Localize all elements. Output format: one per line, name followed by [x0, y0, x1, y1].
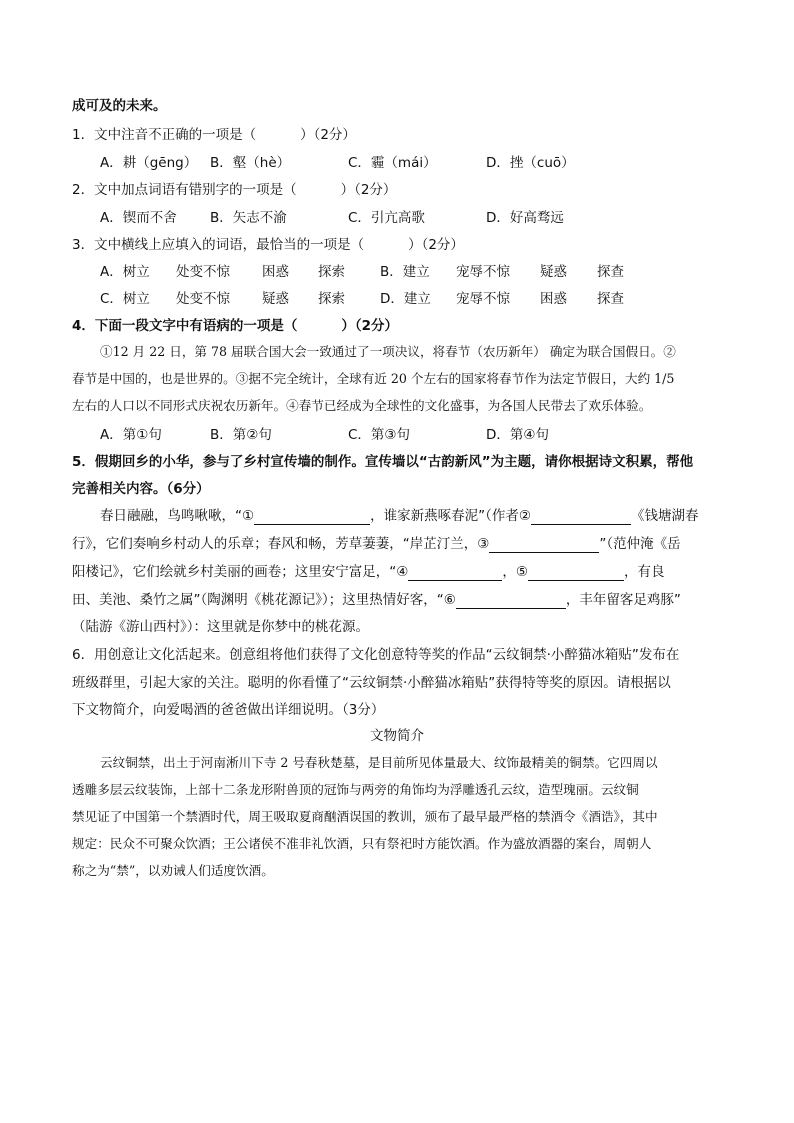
question-3 [72, 233, 464, 253]
blank-5-input[interactable] [528, 564, 624, 581]
q5-text: 春日融融，鸟鸣啾啾，“① [100, 508, 255, 524]
question-2 [72, 178, 396, 198]
artifact-intro-line-2: 透雕多层云纹装饰，上部十二条龙形附兽顶的冠饰与两旁的角饰均为浮雕透孔云纹，造型瑰丽。云纹铜 [72, 782, 639, 797]
q4-passage-line-2: 春节是中国的，也是世界的。③据不完全统计，全球有近 20 个左右的国家将春节作为法定节假日，大约 1/5 [72, 371, 675, 386]
q5-fill-line-3 [72, 560, 664, 581]
q3-option-a-word2: 处变不惊 [176, 264, 230, 280]
q5-fill-line-5: （陆游《游山西村》）：这里就是你梦中的桃花源。 [72, 619, 369, 635]
q5-text: 田、美池、桑竹之属”（陶渊明《桃花源记》）；这里热情好客，“⑥ [72, 592, 456, 608]
question-1 [72, 123, 356, 143]
q3-option-c-word3: 疑惑 [262, 291, 289, 307]
q4-option-b: B．第②句 [210, 427, 272, 443]
question-5-stem-line-1: 5．假期回乡的小华，参与了乡村宣传墙的制作。宣传墙以“古韵新风”为主题，请你根据诗文积累，帮他 [72, 454, 694, 470]
q3-option-a: A．树立 [100, 264, 150, 280]
q2-option-a: A．锲而不舍 [100, 210, 177, 226]
q5-text: ，⑤ [502, 564, 528, 580]
blank-2-input[interactable] [531, 508, 631, 525]
q5-text: ”（范仲淹《岳 [599, 536, 681, 552]
q1-option-a: A．耕（gēng） [100, 155, 198, 171]
question-2-stem: 2．文中加点词语有错别字的一项是（ [72, 182, 297, 198]
blank-1-input[interactable] [254, 508, 370, 525]
q5-fill-line-2 [72, 532, 681, 553]
question-4 [72, 314, 398, 334]
q3-option-c-word2: 处变不惊 [176, 291, 230, 307]
q2-option-c: C．引亢高歌 [348, 210, 425, 226]
q3-option-b-word2: 宠辱不惊 [456, 264, 510, 280]
q3-option-d-word4: 探查 [597, 291, 624, 307]
blank-6-input[interactable] [456, 592, 566, 609]
question-1-score: ）（2分） [300, 127, 356, 143]
q1-option-c: C．霾（mái） [348, 155, 437, 171]
q3-option-c-word4: 探索 [318, 291, 345, 307]
q3-option-d-word3: 困惑 [540, 291, 567, 307]
artifact-intro-title: 文物简介 [370, 728, 424, 744]
artifact-intro-line-4: 规定：民众不可聚众饮酒；王公诸侯不准非礼饮酒，只有祭祀时方能饮酒。作为盛放酒器的案台，周朝人 [72, 836, 652, 851]
q1-option-d: D．挫（cuō） [486, 155, 575, 171]
q3-option-c: C．树立 [100, 291, 150, 307]
question-5-stem-line-2: 完善相关内容。（6分） [72, 481, 210, 497]
q5-fill-line-4 [72, 588, 681, 609]
q5-text: 行》，它们奏响乡村动人的乐章；春风和畅，芳草萋萋，“岸芷汀兰，③ [72, 536, 490, 552]
question-4-stem: 4．下面一段文字中有语病的一项是（ [72, 318, 298, 334]
question-3-stem: 3．文中横线上应填入的词语，最恰当的一项是（ [72, 237, 365, 253]
q3-option-d: D．建立 [380, 291, 431, 307]
artifact-intro-line-1: 云纹铜禁，出土于河南淅川下寺 2 号春秋楚墓，是目前所见体量最大、纹饰最精美的铜禁。它四周以 [100, 755, 658, 770]
q4-option-d: D．第④句 [486, 427, 549, 443]
blank-3-input[interactable] [489, 536, 599, 553]
q3-option-d-word2: 宠辱不惊 [456, 291, 510, 307]
q5-text: ，丰年留客足鸡豚” [565, 592, 681, 608]
question-3-score: ）（2分） [408, 237, 464, 253]
q4-passage-line-3: 左右的人口以不同形式庆祝农历新年。④春节已经成为全球性的文化盛事，为各国人民带去了欢乐体验。 [72, 398, 652, 413]
q5-text: ，有良 [623, 564, 665, 580]
q3-option-b-word4: 探查 [597, 264, 624, 280]
q5-text: 《钱塘湖春 [630, 508, 699, 524]
question-6-stem-line-3: 下文物简介，向爱喝酒的爸爸做出详细说明。（3分） [72, 702, 385, 718]
q3-option-a-word3: 困惑 [262, 264, 289, 280]
q5-text: 阳楼记》，它们绘就乡村美丽的画卷；这里安宁富足，“④ [72, 564, 409, 580]
q4-passage-line-1: ①12 月 22 日，第 78 届联合国大会一致通过了一项决议，将春节（农历新年） 确定为联合国假日。② [100, 344, 676, 359]
artifact-intro-line-3: 禁见证了中国第一个禁酒时代，周王吸取夏商酗酒误国的教训，颁布了最早最严格的禁酒令《酒诰》，其中 [72, 809, 658, 824]
q5-text: ，谁家新燕啄春泥”（作者② [370, 508, 531, 524]
question-6-stem-line-1: 6．用创意让文化活起来。创意组将他们获得了文化创意特等奖的作品“云纹铜禁·小醉猫冰箱贴”发布在 [72, 647, 680, 663]
q2-option-b: B．矢志不渝 [210, 210, 287, 226]
question-1-stem: 1．文中注音不正确的一项是（ [72, 127, 257, 143]
artifact-intro-line-5: 称之为“禁”，以劝诫人们适度饮酒。 [72, 863, 274, 878]
passage-tail: 成可及的未来。 [72, 98, 167, 114]
q3-option-a-word4: 探索 [318, 264, 345, 280]
q4-option-a: A．第①句 [100, 427, 162, 443]
q5-fill-line-1 [100, 504, 698, 525]
q3-option-b-word3: 疑惑 [540, 264, 567, 280]
q4-option-c: C．第③句 [348, 427, 411, 443]
question-2-score: ）（2分） [340, 182, 397, 198]
question-6-stem-line-2: 班级群里，引起大家的关注。聪明的你看懂了“云纹铜禁·小醉猫冰箱贴”获得特等奖的原因。请根据以 [72, 675, 671, 691]
q1-option-b: B．壑（hè） [210, 155, 291, 171]
blank-4-input[interactable] [408, 564, 502, 581]
q2-option-d: D．好高骛远 [486, 210, 564, 226]
q3-option-b: B．建立 [380, 264, 430, 280]
question-4-score: ）（2分） [341, 318, 399, 334]
